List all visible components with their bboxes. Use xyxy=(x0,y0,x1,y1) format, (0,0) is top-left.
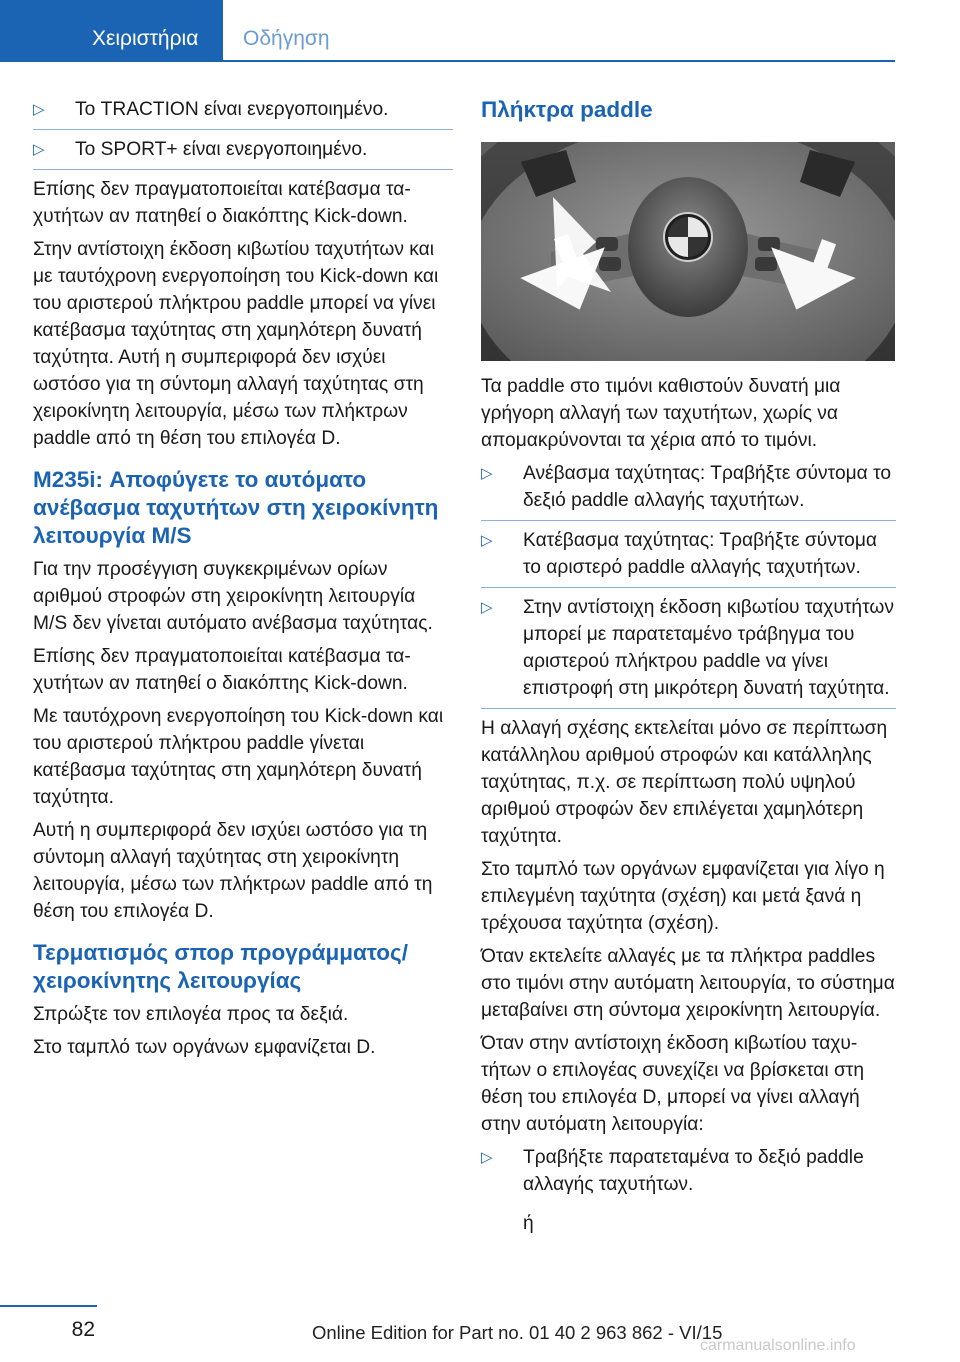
page-number: 82 xyxy=(71,1318,95,1341)
edition-footer: Online Edition for Part no. 01 40 2 963 862 - VI/15 xyxy=(312,1322,723,1343)
triangle-bullet-icon: ▷ xyxy=(33,101,45,118)
list-item xyxy=(33,136,453,170)
page-number-rule xyxy=(0,1305,97,1307)
or-text: ή xyxy=(523,1213,534,1234)
left-column xyxy=(33,96,453,1067)
section-heading-end-sport: Τερματισμός σπορ προγράμματος/ χειροκίνητης λειτουργίας xyxy=(33,940,408,993)
list-item-text: Κατέβασμα ταχύτητας: Τραβήξτε σύντομα το αριστερό paddle αλλαγής ταχυτήτων. xyxy=(523,530,877,578)
header-tab-bar xyxy=(0,0,895,62)
paragraph: Στην αντίστοιχη έκδοση κιβωτίου ταχυτήτων και με ταυτόχρονη ενεργοποίηση του Kick-down και του αριστερού πλήκτρου paddle μπορεί να γίνει κατέβασμα ταχύτητας στη χαμηλότερη δυνατή ταχύτητα. Αυτή η συμπεριφορά δεν ισχύει ωστόσο για τη σύντομη αλλαγή ταχύτητας στη χειροκίνητη λειτουργία, μέσω των πλήκτρων paddle από τη θέση του επιλογέα D. xyxy=(33,239,439,449)
tab-controls[interactable]: Χειριστήρια xyxy=(0,0,223,62)
list-item xyxy=(481,527,896,588)
list-item xyxy=(481,1144,896,1204)
paragraph: Σπρώξτε τον επιλογέα προς τα δεξιά. xyxy=(33,1004,349,1025)
paragraph: Τα paddle στο τιμόνι καθιστούν δυνατή μια γρήγορη αλλαγή των ταχυτήτων, χωρίς να απομακρύνονται τα χέρια από το τιμόνι. xyxy=(481,376,841,451)
list-item xyxy=(33,96,453,130)
paragraph: Στο ταμπλό των οργάνων εμφανίζεται D. xyxy=(33,1037,376,1058)
triangle-bullet-icon: ▷ xyxy=(33,141,45,158)
paragraph: Αυτή η συμπεριφορά δεν ισχύει ωστόσο για τη σύντομη αλλαγή ταχύτητας στη χειροκίνητη λειτουργία, μέσω των πλήκτρων paddle από τη θέση του επιλογέα D. xyxy=(33,820,433,922)
paragraph: Στο ταμπλό των οργάνων εμφανίζεται για λίγο η επιλεγμένη ταχύτητα (σχέση) και μετά ξανά η τρέχουσα ταχύτητα (σχέση). xyxy=(481,859,885,934)
paragraph: Για την προσέγγιση συγκεκριμένων ορίων αριθμού στροφών στη χειροκίνητη λειτουργία M/S δεν γίνεται αυτόματο ανέβασμα ταχύτητας. xyxy=(33,559,433,634)
section-heading-paddles: Πλήκτρα paddle xyxy=(481,97,653,122)
triangle-bullet-icon: ▷ xyxy=(481,465,493,482)
list-item-text: Ανέβασμα ταχύτητας: Τραβήξτε σύντομα το δεξιό paddle αλλαγής ταχυτήτων. xyxy=(523,463,892,511)
triangle-bullet-icon: ▷ xyxy=(481,599,493,616)
triangle-bullet-icon: ▷ xyxy=(481,1149,493,1166)
list-item xyxy=(481,460,896,521)
right-column xyxy=(481,96,896,1237)
paragraph: Όταν στην αντίστοιχη έκδοση κιβωτίου ταχυτήτων ο επιλογέας συνεχίζει να βρίσκεται στη θέση του επιλογέα D, μπορεί να γίνει αλλαγή στην αυτόματη λειτουργία: xyxy=(481,1033,865,1135)
steering-wheel-paddles-image xyxy=(481,142,895,361)
triangle-bullet-icon: ▷ xyxy=(481,532,493,549)
list-item-text: Στην αντίστοιχη έκδοση κιβωτίου ταχυτήτων μπορεί με παρατεταμένο τράβηγμα του αριστερού πλήκτρου paddle να γίνει επιστροφή στη μικρότερη δυνατή ταχύτητα. xyxy=(523,597,894,699)
list-item-text: Τραβήξτε παρατεταμένα το δεξιό paddle αλλαγής ταχυτήτων. xyxy=(523,1147,864,1195)
watermark: carmanualsonline.info xyxy=(700,1337,856,1354)
paragraph: Επίσης δεν πραγματοποιείται κατέβασμα ταχυτήτων αν πατηθεί ο διακόπτης Kick-down. xyxy=(33,179,411,227)
list-item xyxy=(481,594,896,709)
paragraph: Όταν εκτελείτε αλλαγές με τα πλήκτρα paddles στο τιμόνι στην αυτόματη λειτουργία, το σύστημα μεταβαίνει στη σύντομα χειροκίνητη λειτουργία. xyxy=(481,946,895,1021)
list-item-text: Το SPORT+ είναι ενεργοποιημένο. xyxy=(75,139,368,160)
paragraph: Επίσης δεν πραγματοποιείται κατέβασμα ταχυτήτων αν πατηθεί ο διακόπτης Kick-down. xyxy=(33,646,411,694)
section-heading-m235i: M235i: Αποφύγετε το αυτόματο ανέβασμα ταχυτήτων στη χειροκίνητη λειτουργία M/S xyxy=(33,467,439,548)
paragraph: Η αλλαγή σχέσης εκτελείται μόνο σε περίπτωση κατάλληλου αριθμού στροφών και κατάλληλης ταχύτητας, π.χ. σε περίπτωση πολύ υψηλού αριθμού στροφών δεν επιλέγεται χαμηλότερη ταχύτητα. xyxy=(481,718,888,847)
list-item-text: Το TRACTION είναι ενεργοποιημένο. xyxy=(75,99,389,120)
paragraph: Με ταυτόχρονη ενεργοποίηση του Kick-down και του αριστερού πλήκτρου paddle γίνεται κατέβασμα ταχύτητας στη χαμηλότερη δυνατή ταχύτητα. xyxy=(33,706,444,808)
tab-driving[interactable]: Οδήγηση xyxy=(243,27,330,50)
